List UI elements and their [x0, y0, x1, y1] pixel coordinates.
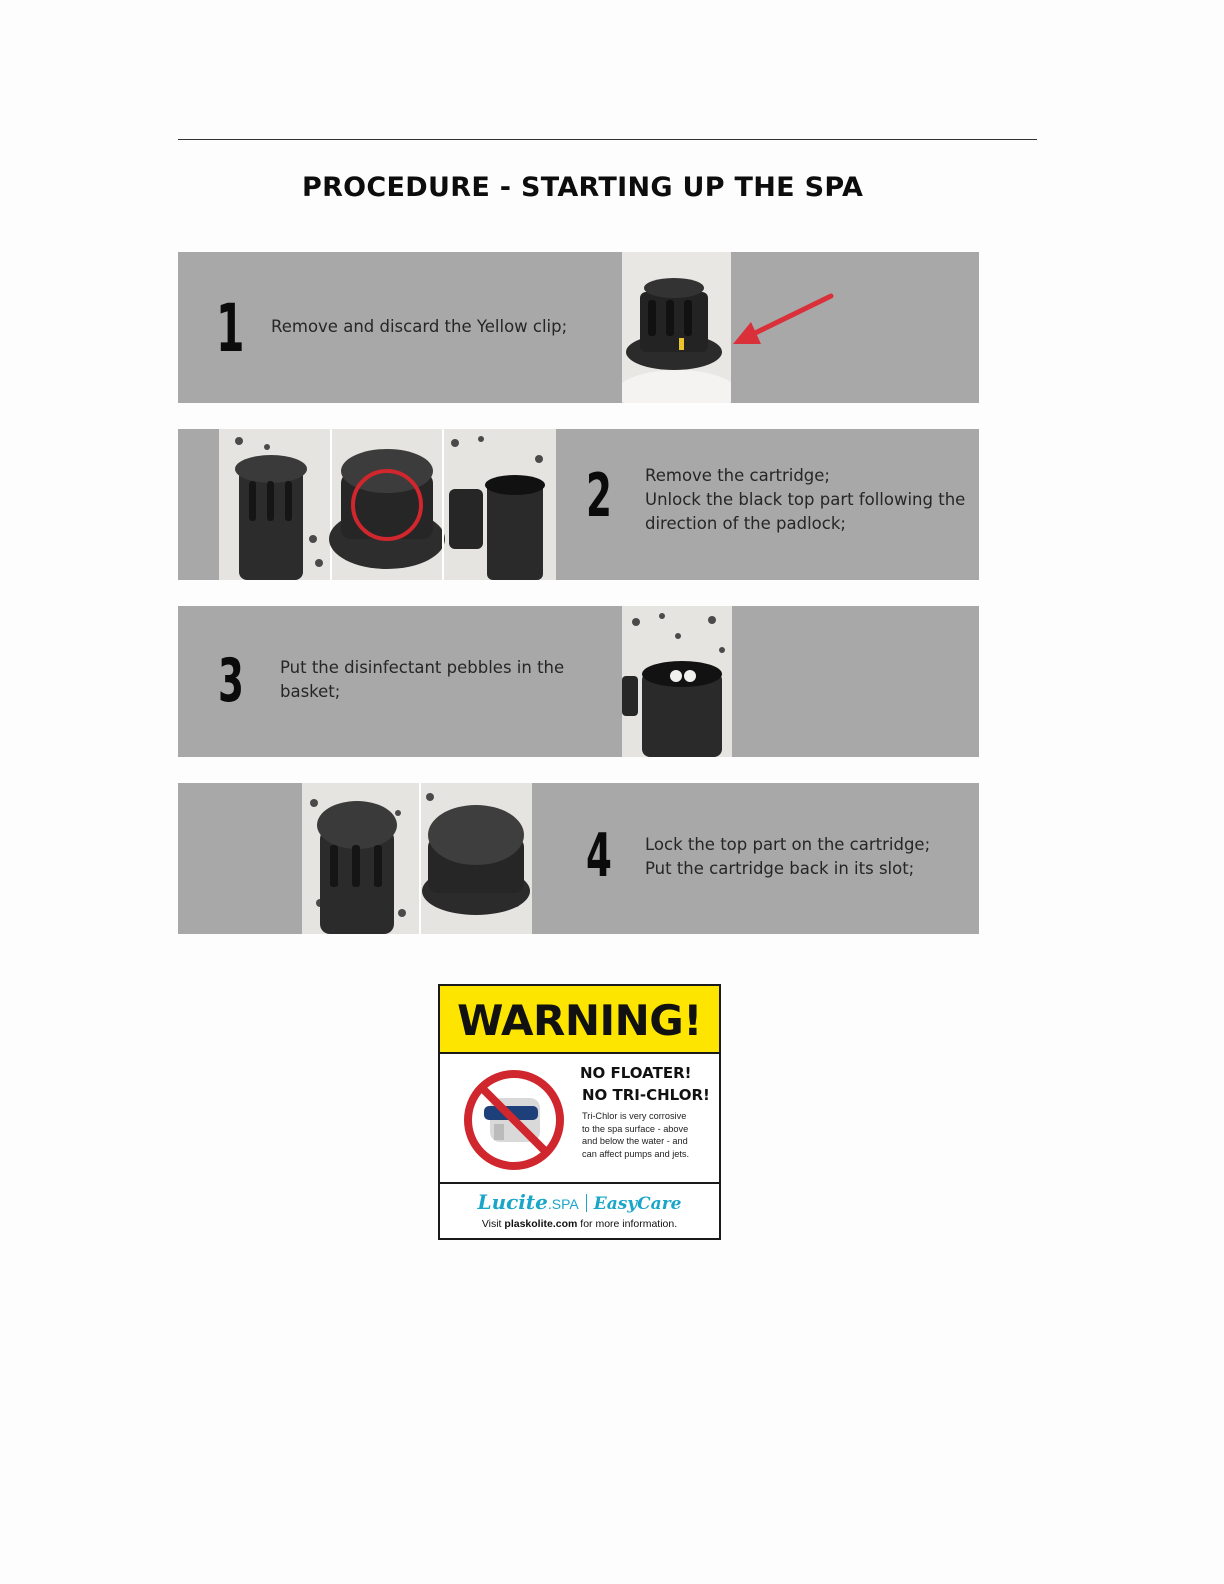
step-line: Remove the cartridge; [645, 466, 830, 485]
brand-divider [586, 1194, 587, 1212]
step-1-panel [178, 252, 979, 403]
step-line: basket; [280, 682, 341, 701]
warning-text-line: Tri-Chlor is very corrosive [582, 1111, 687, 1121]
warning-text-line: and below the water - and [582, 1136, 688, 1146]
step-text [645, 464, 965, 536]
warning-text-line: can affect pumps and jets. [582, 1148, 690, 1159]
cartridge-photo [302, 783, 532, 934]
step-line: Unlock the black top part following the [645, 490, 966, 509]
warning-text-line: to the spa surface - above [582, 1123, 689, 1134]
warning-label [438, 984, 721, 1240]
step-line: direction of the padlock; [645, 514, 846, 533]
step-line: Put the cartridge back in its slot; [645, 859, 915, 878]
step-3-panel [178, 606, 979, 757]
brand-spa: .SPA [547, 1196, 579, 1212]
step-number: 1 [216, 290, 245, 367]
step-text [645, 833, 930, 881]
page-title: PROCEDURE - STARTING UP THE SPA [302, 172, 864, 203]
step-line: Remove and discard the Yellow clip; [271, 317, 568, 336]
warning-text [582, 1110, 689, 1160]
brand-logo [440, 1190, 719, 1214]
visit-site-link: plaskolite.com [504, 1218, 578, 1230]
warning-footer [440, 1182, 719, 1238]
warning-line1: NO FLOATER! [580, 1064, 692, 1082]
step-4-panel [178, 783, 979, 934]
step-number: 3 [218, 646, 244, 716]
step-line: Put the disinfectant pebbles in the [280, 658, 565, 677]
header-rule [178, 139, 1037, 140]
brand-easycare: EasyCare [593, 1194, 682, 1214]
visit-prefix: Visit [481, 1218, 505, 1230]
warning-header [440, 986, 719, 1054]
red-arrow-icon [731, 288, 841, 352]
brand-lucite: Lucite [477, 1190, 548, 1214]
warning-line2: NO TRI-CHLOR! [582, 1086, 710, 1104]
warning-heading: WARNING! [457, 996, 702, 1045]
cartridge-photo [622, 606, 732, 757]
step-2-panel [178, 429, 979, 580]
prohibition-icon [458, 1066, 570, 1174]
warning-body [440, 1054, 719, 1182]
step-text [280, 656, 564, 704]
step-number: 2 [586, 461, 612, 531]
visit-line [440, 1218, 719, 1230]
visit-suffix: for more information. [577, 1218, 678, 1230]
cartridge-photo [622, 252, 731, 403]
step-number: 4 [586, 821, 612, 891]
step-text [271, 315, 567, 339]
step-line: Lock the top part on the cartridge; [645, 835, 931, 854]
cartridge-photo [219, 429, 556, 580]
